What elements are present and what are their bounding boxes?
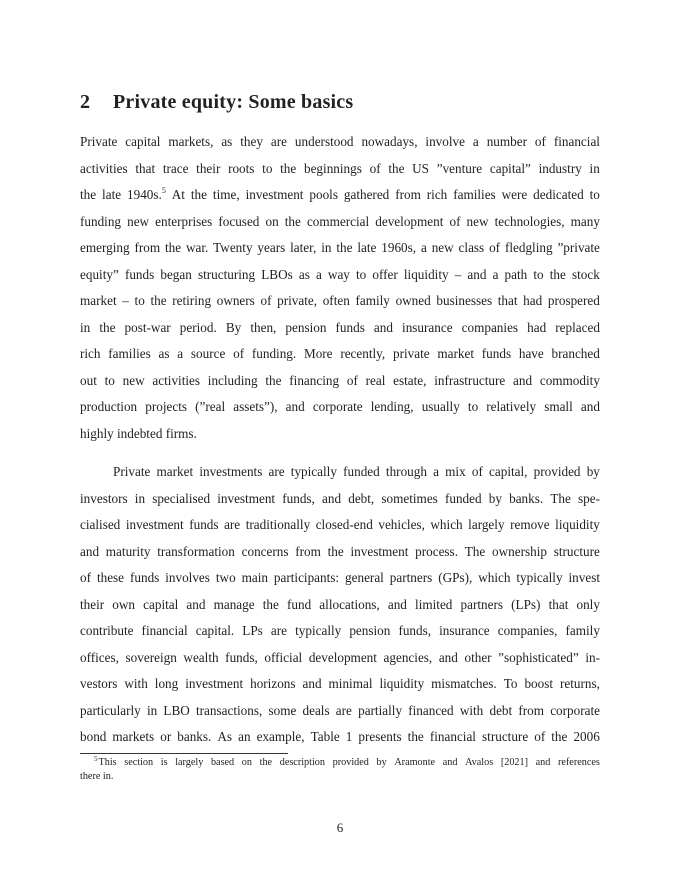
text-line: in the post-war period. By then, pension funds and insurance companies had replaced xyxy=(80,319,600,335)
text-line: market – to the retiring owners of private, often family owned businesses that had prospered xyxy=(80,293,600,309)
text-line: equity” funds began structuring LBOs as a way to offer liquidity – and a path to the stock xyxy=(80,266,600,282)
text-line: and maturity transformation concerns from the investment process. The ownership structure xyxy=(80,543,600,559)
text-line: rich families as a source of funding. More recently, private market funds have branched xyxy=(80,346,600,362)
footnote-ref[interactable]: 5 xyxy=(161,186,166,196)
text-line: of these funds involves two main participants: general partners (GPs), which typically invest xyxy=(80,570,600,586)
text-line: activities that trace their roots to the beginnings of the US ”venture capital” industry in xyxy=(80,160,600,176)
text-line: their own capital and manage the fund allocations, and limited partners (LPs) that only xyxy=(80,596,600,612)
paragraph-1 xyxy=(80,129,600,448)
text-line: bond markets or banks. As an example, Table 1 presents the financial structure of the 2006 xyxy=(80,729,600,745)
section-number: 2 xyxy=(80,90,91,113)
paragraph-2 xyxy=(80,459,600,751)
text-line: highly indebted firms. xyxy=(80,426,197,442)
text-line: vestors with long investment horizons and minimal liquidity mismatches. To boost returns, xyxy=(80,676,600,692)
text-line: offices, sovereign wealth funds, official development agencies, and other ”sophisticated” in- xyxy=(80,649,600,665)
text-line: production projects (”real assets”), and corporate lending, usually to relatively small and xyxy=(80,399,600,415)
text-line: Private capital markets, as they are understood nowadays, involve a number of financial xyxy=(80,134,600,149)
section-heading xyxy=(80,91,353,114)
footnote-rule xyxy=(80,753,288,754)
section-title: Private equity: Some basics xyxy=(113,90,354,113)
text-line: Private market investments are typically funded through a mix of capital, provided by xyxy=(113,464,600,479)
text-line: contribute financial capital. LPs are typically pension funds, insurance companies, family xyxy=(80,623,600,639)
footnote-line-1: This section is largely based on the description provided by Aramonte and Avalos [2021] and references xyxy=(98,757,600,768)
page-number: 6 xyxy=(336,820,344,835)
footnote-line-2: there in. xyxy=(80,770,114,782)
text-line: cialised investment funds are traditionally closed-end vehicles, which largely remove liquidity xyxy=(80,517,600,533)
footnote-marker: 5 xyxy=(94,755,98,763)
text-line: funding new enterprises focused on the commercial development of new technologies, many xyxy=(80,213,600,229)
footnote xyxy=(80,756,600,783)
text-line: particularly in LBO transactions, some deals are partially financed with debt from corporate xyxy=(80,702,600,718)
text-line: out to new activities including the financing of real estate, infrastructure and commodity xyxy=(80,372,600,388)
text-line: the late 1940s.$^5$ At the time, investment pools gathered from rich families were dedicated to xyxy=(80,186,600,203)
text-line: emerging from the war. Twenty years later, in the late 1960s, a new class of fledgling ”private xyxy=(80,240,600,256)
text-line: investors in specialised investment funds, and debt, sometimes funded by banks. The spe- xyxy=(80,490,600,506)
